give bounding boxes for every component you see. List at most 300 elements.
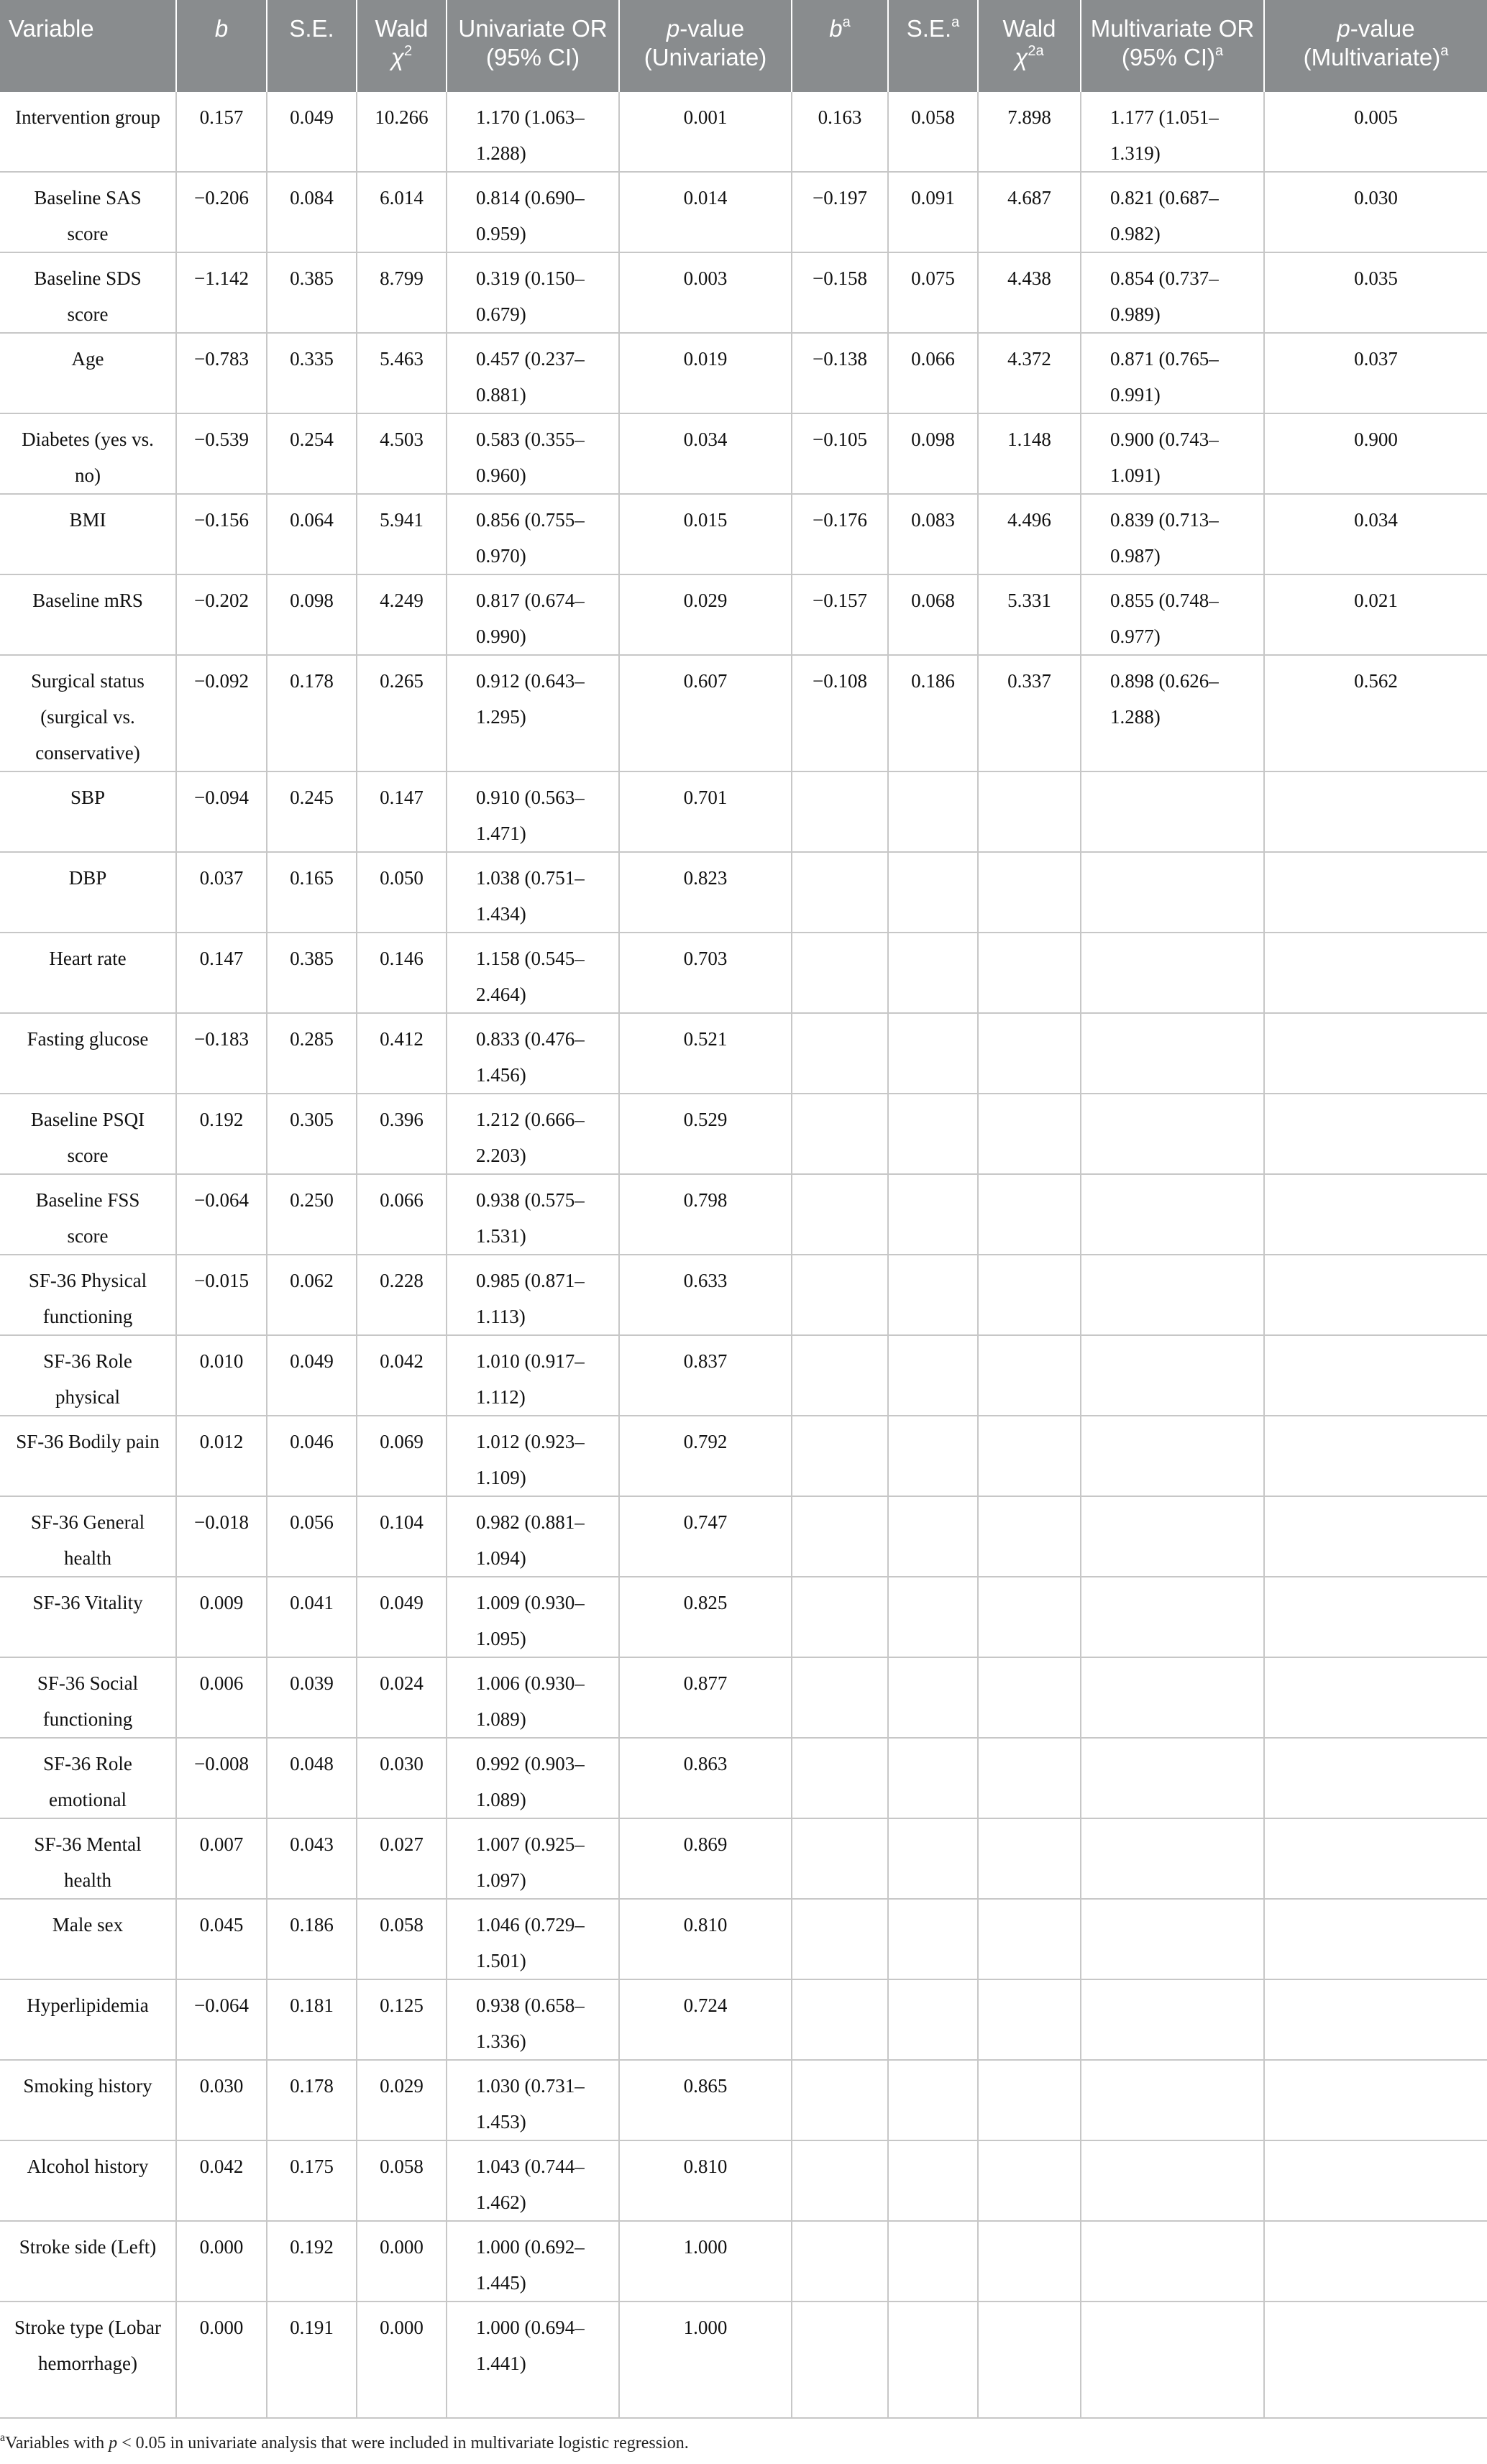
cell-multivariate-or xyxy=(1081,1496,1264,1577)
cell-pvalue-multivariate: 0.030 xyxy=(1264,172,1487,252)
header-pvalue-univariate-p: p xyxy=(666,15,680,42)
header-se xyxy=(267,0,357,92)
cell-multivariate-or xyxy=(1081,1818,1264,1899)
cell-univariate-or: 1.000 (0.694–1.441) xyxy=(447,2302,619,2418)
cell-univariate-or: 1.043 (0.744–1.462) xyxy=(447,2140,619,2221)
cell-se-multivariate xyxy=(888,933,978,1013)
cell-wald-multivariate: 0.337 xyxy=(978,655,1081,771)
cell-b: −0.183 xyxy=(176,1013,267,1094)
cell-se: 0.335 xyxy=(267,333,357,413)
cell-wald-multivariate xyxy=(978,1094,1081,1174)
cell-univariate-or: 1.009 (0.930–1.095) xyxy=(447,1577,619,1657)
cell-univariate-or: 1.007 (0.925–1.097) xyxy=(447,1818,619,1899)
cell-wald-multivariate: 4.438 xyxy=(978,252,1081,333)
cell-wald-multivariate xyxy=(978,771,1081,852)
cell-univariate-or: 1.010 (0.917–1.112) xyxy=(447,1335,619,1416)
cell-wald-multivariate xyxy=(978,933,1081,1013)
cell-univariate-or: 1.046 (0.729–1.501) xyxy=(447,1899,619,1979)
cell-pvalue-multivariate: 0.562 xyxy=(1264,655,1487,771)
cell-se: 0.178 xyxy=(267,655,357,771)
cell-variable: Baseline mRS xyxy=(0,574,176,655)
header-b-multivariate xyxy=(792,0,888,92)
cell-wald-multivariate: 4.687 xyxy=(978,172,1081,252)
cell-b-multivariate: −0.157 xyxy=(792,574,888,655)
cell-univariate-or: 0.938 (0.575–1.531) xyxy=(447,1174,619,1255)
cell-se: 0.254 xyxy=(267,413,357,494)
cell-b-multivariate: −0.176 xyxy=(792,494,888,574)
cell-wald: 0.029 xyxy=(357,2060,447,2140)
footnote-marker: a xyxy=(0,2432,6,2444)
table-row xyxy=(0,1094,1487,1174)
header-pvalue-multivariate-superscript: a xyxy=(1440,43,1449,59)
cell-univariate-or: 0.985 (0.871–1.113) xyxy=(447,1255,619,1335)
cell-pvalue-univariate: 0.034 xyxy=(619,413,792,494)
cell-se-multivariate xyxy=(888,1094,978,1174)
cell-b-multivariate: −0.197 xyxy=(792,172,888,252)
cell-wald-multivariate xyxy=(978,1335,1081,1416)
cell-wald: 0.396 xyxy=(357,1094,447,1174)
cell-multivariate-or: 0.855 (0.748–0.977) xyxy=(1081,574,1264,655)
header-multivariate-or-superscript: a xyxy=(1215,43,1224,59)
cell-se: 0.245 xyxy=(267,771,357,852)
cell-pvalue-multivariate xyxy=(1264,2060,1487,2140)
cell-se-multivariate: 0.098 xyxy=(888,413,978,494)
cell-pvalue-multivariate xyxy=(1264,852,1487,933)
cell-wald-multivariate xyxy=(978,852,1081,933)
table-row xyxy=(0,2221,1487,2302)
cell-se-multivariate xyxy=(888,1416,978,1496)
table-row xyxy=(0,1255,1487,1335)
cell-univariate-or: 1.012 (0.923–1.109) xyxy=(447,1416,619,1496)
cell-wald: 0.027 xyxy=(357,1818,447,1899)
cell-se: 0.165 xyxy=(267,852,357,933)
cell-wald: 0.050 xyxy=(357,852,447,933)
table-row xyxy=(0,574,1487,655)
header-wald-superscript: 2 xyxy=(403,43,413,59)
cell-b-multivariate xyxy=(792,1416,888,1496)
header-variable xyxy=(0,0,176,92)
cell-multivariate-or xyxy=(1081,1577,1264,1657)
cell-univariate-or: 0.457 (0.237–0.881) xyxy=(447,333,619,413)
header-pvalue-multivariate-p: p xyxy=(1337,15,1350,42)
table-row xyxy=(0,771,1487,852)
cell-b: 0.010 xyxy=(176,1335,267,1416)
cell-b: −0.064 xyxy=(176,1979,267,2060)
cell-pvalue-multivariate xyxy=(1264,1335,1487,1416)
cell-multivariate-or xyxy=(1081,1013,1264,1094)
cell-se: 0.084 xyxy=(267,172,357,252)
cell-wald: 0.125 xyxy=(357,1979,447,2060)
cell-pvalue-univariate: 0.521 xyxy=(619,1013,792,1094)
cell-pvalue-univariate: 0.701 xyxy=(619,771,792,852)
cell-wald: 0.058 xyxy=(357,1899,447,1979)
cell-se-multivariate xyxy=(888,1174,978,1255)
cell-pvalue-univariate: 0.607 xyxy=(619,655,792,771)
table-row xyxy=(0,1013,1487,1094)
cell-variable: Age xyxy=(0,333,176,413)
cell-wald-multivariate xyxy=(978,2140,1081,2221)
cell-b: −0.202 xyxy=(176,574,267,655)
cell-b: −0.008 xyxy=(176,1738,267,1818)
cell-se-multivariate xyxy=(888,1657,978,1738)
cell-pvalue-univariate: 0.863 xyxy=(619,1738,792,1818)
cell-pvalue-multivariate xyxy=(1264,1416,1487,1496)
header-wald-symbol: χ xyxy=(390,44,404,70)
cell-pvalue-univariate: 0.019 xyxy=(619,333,792,413)
cell-variable: Surgical status (surgical vs. conservative) xyxy=(0,655,176,771)
cell-wald: 0.147 xyxy=(357,771,447,852)
cell-se-multivariate: 0.091 xyxy=(888,172,978,252)
cell-se-multivariate xyxy=(888,1818,978,1899)
header-multivariate-or-label: Multivariate OR (95% CI) xyxy=(1090,15,1255,70)
cell-se: 0.385 xyxy=(267,933,357,1013)
cell-variable: SF-36 General health xyxy=(0,1496,176,1577)
cell-variable: Baseline SAS score xyxy=(0,172,176,252)
cell-b: 0.192 xyxy=(176,1094,267,1174)
cell-se-multivariate: 0.075 xyxy=(888,252,978,333)
header-wald-label: Wald xyxy=(375,15,429,42)
cell-se: 0.385 xyxy=(267,252,357,333)
cell-wald: 0.042 xyxy=(357,1335,447,1416)
cell-se: 0.192 xyxy=(267,2221,357,2302)
cell-wald: 0.000 xyxy=(357,2302,447,2418)
cell-se-multivariate xyxy=(888,771,978,852)
cell-se: 0.250 xyxy=(267,1174,357,1255)
cell-b-multivariate xyxy=(792,1657,888,1738)
cell-wald-multivariate: 1.148 xyxy=(978,413,1081,494)
cell-multivariate-or xyxy=(1081,852,1264,933)
header-b xyxy=(176,0,267,92)
cell-wald-multivariate xyxy=(978,2302,1081,2418)
cell-variable: Male sex xyxy=(0,1899,176,1979)
cell-pvalue-univariate: 0.014 xyxy=(619,172,792,252)
cell-multivariate-or xyxy=(1081,2302,1264,2418)
cell-multivariate-or: 0.854 (0.737–0.989) xyxy=(1081,252,1264,333)
cell-multivariate-or: 0.900 (0.743–1.091) xyxy=(1081,413,1264,494)
cell-multivariate-or xyxy=(1081,1255,1264,1335)
cell-se: 0.046 xyxy=(267,1416,357,1496)
cell-wald: 8.799 xyxy=(357,252,447,333)
cell-pvalue-multivariate: 0.037 xyxy=(1264,333,1487,413)
cell-pvalue-multivariate xyxy=(1264,933,1487,1013)
cell-multivariate-or xyxy=(1081,1738,1264,1818)
cell-wald: 10.266 xyxy=(357,92,447,172)
header-row xyxy=(0,0,1487,92)
cell-pvalue-multivariate xyxy=(1264,771,1487,852)
cell-b-multivariate xyxy=(792,1818,888,1899)
cell-se-multivariate xyxy=(888,1496,978,1577)
cell-se-multivariate xyxy=(888,1577,978,1657)
cell-se-multivariate: 0.066 xyxy=(888,333,978,413)
cell-b: −0.092 xyxy=(176,655,267,771)
cell-pvalue-univariate: 0.029 xyxy=(619,574,792,655)
cell-univariate-or: 0.833 (0.476–1.456) xyxy=(447,1013,619,1094)
cell-variable: Heart rate xyxy=(0,933,176,1013)
table-row xyxy=(0,2060,1487,2140)
cell-pvalue-multivariate xyxy=(1264,1174,1487,1255)
footnote-text-after: < 0.05 in univariate analysis that were included in multivariate logistic regression. xyxy=(117,2434,689,2452)
header-b-multivariate-superscript: a xyxy=(842,14,851,30)
cell-se: 0.039 xyxy=(267,1657,357,1738)
cell-wald-multivariate: 4.372 xyxy=(978,333,1081,413)
cell-se: 0.048 xyxy=(267,1738,357,1818)
cell-multivariate-or xyxy=(1081,1979,1264,2060)
cell-univariate-or: 0.583 (0.355–0.960) xyxy=(447,413,619,494)
cell-se: 0.062 xyxy=(267,1255,357,1335)
cell-wald-multivariate xyxy=(978,2221,1081,2302)
cell-wald-multivariate: 7.898 xyxy=(978,92,1081,172)
cell-multivariate-or: 0.839 (0.713–0.987) xyxy=(1081,494,1264,574)
cell-wald: 0.024 xyxy=(357,1657,447,1738)
cell-pvalue-multivariate xyxy=(1264,1255,1487,1335)
cell-b: −0.206 xyxy=(176,172,267,252)
cell-variable: Diabetes (yes vs. no) xyxy=(0,413,176,494)
cell-se-multivariate xyxy=(888,2302,978,2418)
table-header xyxy=(0,0,1487,92)
header-wald-multivariate-superscript: 2a xyxy=(1028,43,1044,59)
cell-pvalue-univariate: 0.015 xyxy=(619,494,792,574)
table-row xyxy=(0,333,1487,413)
header-univariate-or-label: Univariate OR (95% CI) xyxy=(458,15,608,70)
cell-pvalue-univariate: 0.003 xyxy=(619,252,792,333)
cell-univariate-or: 1.000 (0.692–1.445) xyxy=(447,2221,619,2302)
table-row xyxy=(0,1657,1487,1738)
cell-wald: 0.265 xyxy=(357,655,447,771)
cell-univariate-or: 1.212 (0.666–2.203) xyxy=(447,1094,619,1174)
header-se-multivariate xyxy=(888,0,978,92)
cell-b: 0.037 xyxy=(176,852,267,933)
cell-wald-multivariate xyxy=(978,1416,1081,1496)
cell-pvalue-univariate: 0.001 xyxy=(619,92,792,172)
table-row xyxy=(0,172,1487,252)
header-b-label: b xyxy=(214,15,229,42)
table-row xyxy=(0,1416,1487,1496)
cell-b-multivariate: −0.108 xyxy=(792,655,888,771)
cell-se: 0.041 xyxy=(267,1577,357,1657)
cell-b-multivariate xyxy=(792,2060,888,2140)
cell-pvalue-univariate: 0.703 xyxy=(619,933,792,1013)
cell-b-multivariate xyxy=(792,1094,888,1174)
cell-pvalue-multivariate: 0.035 xyxy=(1264,252,1487,333)
header-pvalue-multivariate-label: -value (Multivariate) xyxy=(1303,15,1441,70)
cell-univariate-or: 1.158 (0.545–2.464) xyxy=(447,933,619,1013)
footnote-text-before: Variables with xyxy=(5,2434,109,2452)
cell-b: 0.157 xyxy=(176,92,267,172)
table-row xyxy=(0,852,1487,933)
cell-pvalue-multivariate xyxy=(1264,1577,1487,1657)
cell-wald-multivariate xyxy=(978,1013,1081,1094)
cell-univariate-or: 0.817 (0.674–0.990) xyxy=(447,574,619,655)
cell-b: −0.156 xyxy=(176,494,267,574)
cell-wald: 0.049 xyxy=(357,1577,447,1657)
cell-univariate-or: 1.030 (0.731–1.453) xyxy=(447,2060,619,2140)
cell-b: 0.030 xyxy=(176,2060,267,2140)
table-footnote xyxy=(0,2432,1487,2455)
cell-b-multivariate: −0.105 xyxy=(792,413,888,494)
cell-wald: 4.503 xyxy=(357,413,447,494)
cell-univariate-or: 0.856 (0.755–0.970) xyxy=(447,494,619,574)
cell-wald-multivariate xyxy=(978,1496,1081,1577)
cell-pvalue-multivariate: 0.034 xyxy=(1264,494,1487,574)
cell-se-multivariate xyxy=(888,1335,978,1416)
cell-wald: 4.249 xyxy=(357,574,447,655)
cell-b: 0.009 xyxy=(176,1577,267,1657)
cell-se-multivariate: 0.083 xyxy=(888,494,978,574)
header-pvalue-multivariate xyxy=(1264,0,1487,92)
table-row xyxy=(0,1899,1487,1979)
header-se-label: S.E. xyxy=(289,15,334,42)
cell-se: 0.049 xyxy=(267,1335,357,1416)
cell-wald-multivariate: 5.331 xyxy=(978,574,1081,655)
cell-pvalue-multivariate xyxy=(1264,1013,1487,1094)
cell-multivariate-or: 0.898 (0.626–1.288) xyxy=(1081,655,1264,771)
cell-b: −0.539 xyxy=(176,413,267,494)
cell-b-multivariate xyxy=(792,852,888,933)
cell-variable: Stroke type (Lobar hemorrhage) xyxy=(0,2302,176,2418)
cell-wald: 0.069 xyxy=(357,1416,447,1496)
cell-wald: 0.000 xyxy=(357,2221,447,2302)
cell-multivariate-or xyxy=(1081,1174,1264,1255)
cell-se: 0.186 xyxy=(267,1899,357,1979)
cell-univariate-or: 0.319 (0.150–0.679) xyxy=(447,252,619,333)
cell-multivariate-or xyxy=(1081,1899,1264,1979)
cell-wald-multivariate xyxy=(978,1174,1081,1255)
footnote-p-symbol: p xyxy=(109,2434,118,2452)
cell-se-multivariate xyxy=(888,2060,978,2140)
cell-pvalue-multivariate xyxy=(1264,2302,1487,2418)
cell-b: −0.094 xyxy=(176,771,267,852)
cell-pvalue-multivariate xyxy=(1264,1094,1487,1174)
cell-b: 0.006 xyxy=(176,1657,267,1738)
cell-wald-multivariate xyxy=(978,1738,1081,1818)
cell-variable: Smoking history xyxy=(0,2060,176,2140)
cell-variable: DBP xyxy=(0,852,176,933)
cell-b-multivariate xyxy=(792,2140,888,2221)
cell-wald: 0.066 xyxy=(357,1174,447,1255)
cell-b-multivariate xyxy=(792,1174,888,1255)
cell-b: 0.000 xyxy=(176,2221,267,2302)
cell-se: 0.175 xyxy=(267,2140,357,2221)
header-wald-multivariate-symbol: χ xyxy=(1015,44,1028,70)
table-row xyxy=(0,1335,1487,1416)
cell-se: 0.191 xyxy=(267,2302,357,2418)
cell-variable: SF-36 Role emotional xyxy=(0,1738,176,1818)
table-row xyxy=(0,655,1487,771)
cell-wald-multivariate xyxy=(978,1979,1081,2060)
cell-se: 0.056 xyxy=(267,1496,357,1577)
cell-se-multivariate: 0.068 xyxy=(888,574,978,655)
cell-se-multivariate xyxy=(888,1738,978,1818)
cell-se-multivariate: 0.186 xyxy=(888,655,978,771)
cell-se: 0.178 xyxy=(267,2060,357,2140)
cell-b-multivariate xyxy=(792,1335,888,1416)
cell-pvalue-univariate: 1.000 xyxy=(619,2221,792,2302)
cell-pvalue-univariate: 0.825 xyxy=(619,1577,792,1657)
cell-wald: 5.463 xyxy=(357,333,447,413)
cell-se: 0.043 xyxy=(267,1818,357,1899)
cell-variable: Stroke side (Left) xyxy=(0,2221,176,2302)
cell-pvalue-univariate: 0.810 xyxy=(619,2140,792,2221)
table-row xyxy=(0,1818,1487,1899)
cell-variable: SF-36 Role physical xyxy=(0,1335,176,1416)
cell-pvalue-univariate: 0.823 xyxy=(619,852,792,933)
header-b-multivariate-symbol: b xyxy=(829,15,843,42)
cell-wald-multivariate xyxy=(978,1657,1081,1738)
cell-b-multivariate: 0.163 xyxy=(792,92,888,172)
table-row xyxy=(0,1979,1487,2060)
cell-univariate-or: 0.982 (0.881–1.094) xyxy=(447,1496,619,1577)
header-se-multivariate-label: S.E. xyxy=(906,15,952,42)
cell-wald-multivariate: 4.496 xyxy=(978,494,1081,574)
cell-pvalue-univariate: 1.000 xyxy=(619,2302,792,2418)
cell-se-multivariate xyxy=(888,852,978,933)
cell-pvalue-univariate: 0.865 xyxy=(619,2060,792,2140)
cell-b-multivariate xyxy=(792,1979,888,2060)
table-row xyxy=(0,1577,1487,1657)
cell-b-multivariate xyxy=(792,1738,888,1818)
table-row xyxy=(0,2140,1487,2221)
cell-variable: SF-36 Bodily pain xyxy=(0,1416,176,1496)
cell-pvalue-univariate: 0.798 xyxy=(619,1174,792,1255)
cell-se-multivariate xyxy=(888,1013,978,1094)
cell-univariate-or: 0.992 (0.903–1.089) xyxy=(447,1738,619,1818)
cell-pvalue-multivariate xyxy=(1264,2221,1487,2302)
cell-multivariate-or xyxy=(1081,933,1264,1013)
cell-b-multivariate xyxy=(792,1013,888,1094)
cell-pvalue-multivariate: 0.021 xyxy=(1264,574,1487,655)
cell-b: 0.007 xyxy=(176,1818,267,1899)
cell-pvalue-multivariate xyxy=(1264,1657,1487,1738)
cell-se-multivariate xyxy=(888,2140,978,2221)
cell-wald-multivariate xyxy=(978,1255,1081,1335)
cell-b: 0.000 xyxy=(176,2302,267,2418)
cell-pvalue-multivariate: 0.900 xyxy=(1264,413,1487,494)
cell-se: 0.181 xyxy=(267,1979,357,2060)
cell-se: 0.285 xyxy=(267,1013,357,1094)
cell-se-multivariate: 0.058 xyxy=(888,92,978,172)
table-row xyxy=(0,92,1487,172)
cell-pvalue-univariate: 0.747 xyxy=(619,1496,792,1577)
table-row xyxy=(0,252,1487,333)
cell-multivariate-or xyxy=(1081,1335,1264,1416)
cell-univariate-or: 1.006 (0.930–1.089) xyxy=(447,1657,619,1738)
cell-b: 0.012 xyxy=(176,1416,267,1496)
cell-pvalue-univariate: 0.837 xyxy=(619,1335,792,1416)
cell-b-multivariate xyxy=(792,933,888,1013)
header-wald-multivariate-label: Wald xyxy=(1002,15,1056,42)
cell-pvalue-multivariate xyxy=(1264,1738,1487,1818)
cell-pvalue-multivariate xyxy=(1264,1818,1487,1899)
cell-b-multivariate xyxy=(792,1255,888,1335)
cell-variable: Alcohol history xyxy=(0,2140,176,2221)
cell-se-multivariate xyxy=(888,2221,978,2302)
cell-variable: SBP xyxy=(0,771,176,852)
cell-b-multivariate xyxy=(792,1899,888,1979)
cell-multivariate-or xyxy=(1081,1094,1264,1174)
cell-b: −1.142 xyxy=(176,252,267,333)
cell-se-multivariate xyxy=(888,1979,978,2060)
header-se-multivariate-superscript: a xyxy=(951,14,960,30)
cell-multivariate-or: 0.821 (0.687–0.982) xyxy=(1081,172,1264,252)
cell-univariate-or: 1.170 (1.063–1.288) xyxy=(447,92,619,172)
cell-b-multivariate xyxy=(792,771,888,852)
cell-univariate-or: 0.912 (0.643–1.295) xyxy=(447,655,619,771)
header-univariate-or xyxy=(447,0,619,92)
cell-univariate-or: 1.038 (0.751–1.434) xyxy=(447,852,619,933)
cell-multivariate-or xyxy=(1081,2140,1264,2221)
cell-variable: Intervention group xyxy=(0,92,176,172)
cell-wald-multivariate xyxy=(978,1899,1081,1979)
